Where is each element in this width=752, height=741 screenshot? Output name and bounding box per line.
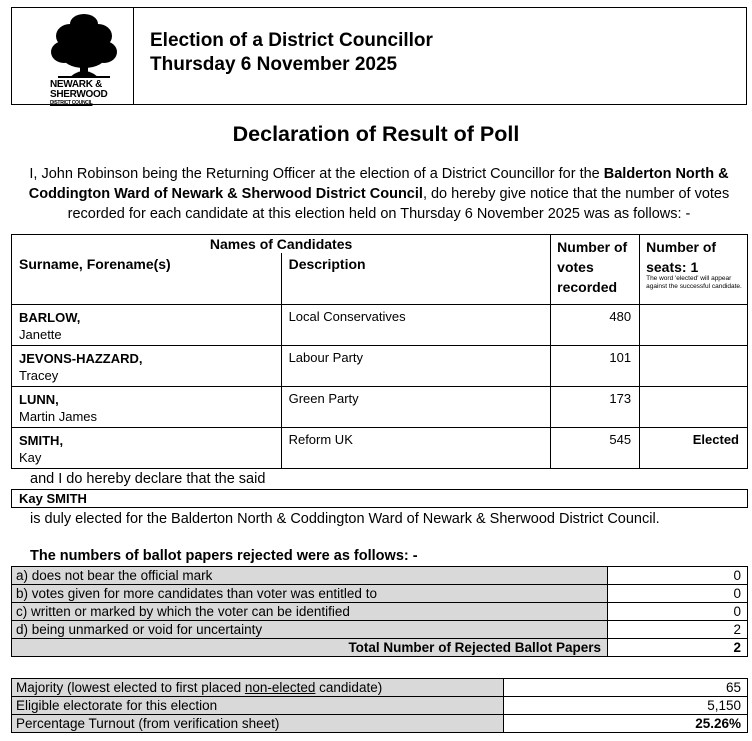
rejected-total-value: 2	[608, 639, 748, 657]
candidate-row	[12, 345, 748, 386]
tree-icon	[51, 14, 117, 78]
surname-forename-header: Surname, Forename(s)	[12, 253, 282, 304]
rejected-ballots-title: The numbers of ballot papers rejected were as follows: -	[30, 548, 418, 564]
candidate-result	[640, 345, 748, 386]
names-of-candidates-header: Names of Candidates	[12, 235, 551, 254]
intro-ward: Balderton North & Coddington Ward of Newark & Sherwood District Council	[28, 166, 729, 202]
rejected-value: 0	[608, 567, 748, 585]
candidate-votes: 101	[551, 345, 640, 386]
candidate-surname: SMITH,	[19, 432, 64, 448]
candidate-surname: LUNN,	[19, 391, 59, 407]
rejected-label: d) being unmarked or void for uncertainty	[12, 621, 608, 639]
seats-header-line-1: Number of	[646, 239, 717, 255]
turnout-value: 25.26%	[504, 715, 748, 733]
seats-note: The word 'elected' will appear against the successful candidate.	[646, 275, 742, 290]
majority-value: 65	[504, 679, 748, 697]
electorate-value: 5,150	[504, 697, 748, 715]
intro-paragraph	[23, 164, 735, 224]
majority-label-part2: candidate)	[315, 680, 383, 695]
rejected-value: 0	[608, 585, 748, 603]
candidate-row	[12, 427, 748, 468]
majority-label-part1: Majority (lowest elected to first placed	[16, 680, 245, 695]
logo-line-2: SHERWOOD	[50, 89, 108, 100]
rejected-label: a) does not bear the official mark	[12, 567, 608, 585]
seats-header-line-2: seats: 1	[646, 259, 699, 275]
rejected-value: 2	[608, 621, 748, 639]
majority-row	[12, 679, 748, 697]
logo-text	[50, 80, 107, 106]
rejected-row	[12, 621, 748, 639]
turnout-label: Percentage Turnout (from verification sheet)	[12, 715, 504, 733]
majority-label-underlined: non-elected	[244, 680, 316, 695]
election-title: Election of a District Councillor	[150, 30, 433, 51]
candidate-name	[12, 427, 282, 468]
candidate-votes: 545	[551, 427, 640, 468]
candidate-result	[640, 386, 748, 427]
candidate-forename: Janette	[19, 326, 62, 342]
declare-text: and I do hereby declare that the said	[30, 471, 266, 487]
logo-line-3: DISTRICT COUNCIL	[50, 100, 93, 106]
votes-header-line-3: recorded	[557, 279, 618, 295]
turnout-row	[12, 715, 748, 733]
majority-label	[12, 679, 504, 697]
rejected-row	[12, 567, 748, 585]
duly-elected-text: is duly elected for the Balderton North & Coddington Ward of Newark & Sherwood District Council.	[30, 511, 660, 527]
rejected-row	[12, 585, 748, 603]
candidate-surname: JEVONS-HAZZARD,	[19, 350, 143, 366]
statistics-table	[11, 678, 748, 733]
candidate-result: Elected	[640, 427, 748, 468]
candidate-votes: 173	[551, 386, 640, 427]
votes-header-line-1: Number of	[557, 239, 628, 255]
intro-part2: , do hereby give notice that the number of votes recorded for each candidate at this election held on Thursday 6 November 2025 was as follows: -	[67, 186, 730, 222]
candidate-forename: Tracey	[19, 367, 59, 383]
votes-recorded-header	[551, 235, 640, 305]
candidate-description: Reform UK	[281, 427, 551, 468]
rejected-ballots-table	[11, 566, 748, 657]
logo-line-1: NEWARK &	[50, 79, 103, 90]
rejected-total-row	[12, 639, 748, 657]
elected-candidate-name: Kay SMITH	[11, 489, 748, 508]
declaration-title: Declaration of Result of Poll	[232, 122, 520, 146]
candidate-description: Local Conservatives	[281, 304, 551, 345]
candidate-forename: Kay	[19, 449, 42, 465]
candidate-name	[12, 345, 282, 386]
seats-header	[640, 235, 748, 305]
candidate-surname: BARLOW,	[19, 309, 81, 325]
candidate-row	[12, 304, 748, 345]
candidate-result	[640, 304, 748, 345]
candidate-forename: Martin James	[19, 408, 98, 424]
candidates-table	[11, 234, 748, 469]
candidate-description: Labour Party	[281, 345, 551, 386]
candidate-name	[12, 304, 282, 345]
rejected-label: b) votes given for more candidates than voter was entitled to	[12, 585, 608, 603]
electorate-row	[12, 697, 748, 715]
rejected-value: 0	[608, 603, 748, 621]
rejected-total-label: Total Number of Rejected Ballot Papers	[12, 639, 608, 657]
votes-header-line-2: votes	[557, 259, 594, 275]
candidate-description: Green Party	[281, 386, 551, 427]
electorate-label: Eligible electorate for this election	[12, 697, 504, 715]
candidate-row	[12, 386, 748, 427]
election-date: Thursday 6 November 2025	[150, 54, 398, 75]
candidate-votes: 480	[551, 304, 640, 345]
rejected-row	[12, 603, 748, 621]
rejected-label: c) written or marked by which the voter can be identified	[12, 603, 608, 621]
description-header: Description	[281, 253, 551, 304]
candidate-name	[12, 386, 282, 427]
header-divider	[133, 7, 134, 105]
intro-part1: I, John Robinson being the Returning Officer at the election of a District Councillor for the	[29, 166, 604, 182]
